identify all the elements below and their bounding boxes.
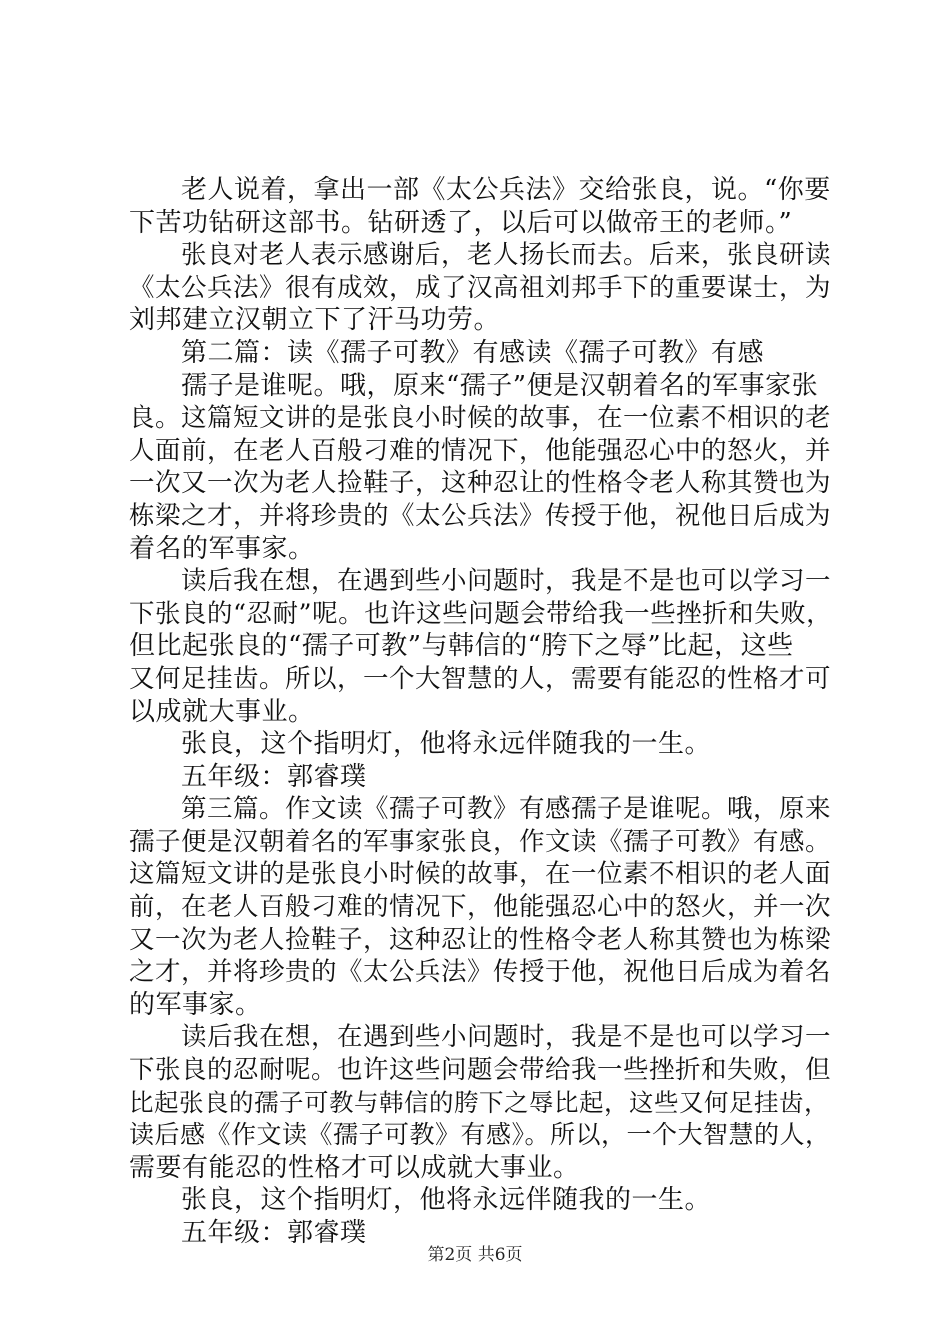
- text-line: 一次又一次为老人捡鞋子，这种忍让的性格令老人称其赞也为: [129, 468, 832, 499]
- section-heading: 第三篇。作文读《孺子可教》有感孺子是谁呢。哦，原来: [181, 794, 832, 825]
- text-line: 孺子便是汉朝着名的军事家张良，作文读《孺子可教》有感。: [129, 826, 832, 857]
- text-line: 这篇短文讲的是张良小时候的故事，在一位素不相识的老人面: [129, 859, 832, 890]
- text-line: 张良对老人表示感谢后，老人扬长而去。后来，张良研读: [181, 240, 832, 271]
- text-line: 但比起张良的“孺子可教”与韩信的“胯下之辱”比起，这些: [129, 631, 794, 662]
- text-line: 老人说着，拿出一部《太公兵法》交给张良，说。“你要: [181, 175, 831, 205]
- author-line: 五年级：郭睿璞: [181, 1218, 367, 1248]
- document-body: [129, 174, 841, 1250]
- text-line: 《太公兵法》很有成效，成了汉高祖刘邦手下的重要谋士，为: [129, 272, 832, 303]
- text-line: 下张良的忍耐呢。也许这些问题会带给我一些挫折和失败，但: [129, 1055, 832, 1086]
- author-line: 五年级：郭睿璞: [181, 761, 367, 792]
- text-line: 栋梁之才，并将珍贵的《太公兵法》传授于他，祝他日后成为: [129, 500, 832, 531]
- text-line: 良。这篇短文讲的是张良小时候的故事，在一位素不相识的老: [129, 403, 832, 434]
- text-line: 读后感《作文读《孺子可教》有感》。所以，一个大智慧的人，: [129, 1120, 831, 1150]
- text-line: 下张良的“忍耐”呢。也许这些问题会带给我一些挫折和失败，: [129, 598, 833, 629]
- page-number-footer: 第2页 共6页: [427, 1245, 523, 1265]
- text-line: 前，在老人百般刁难的情况下，他能强忍心中的怒火，并一次: [129, 892, 832, 923]
- text-line: 人面前，在老人百般刁难的情况下，他能强忍心中的怒火，并: [129, 435, 832, 466]
- section-heading: 第二篇：读《孺子可教》有感读《孺子可教》有感: [181, 337, 765, 368]
- text-line: 孺子是谁呢。哦，原来“孺子”便是汉朝着名的军事家张: [181, 370, 819, 401]
- text-line: 读后我在想，在遇到些小问题时，我是不是也可以学习一: [181, 566, 832, 597]
- text-line: 又何足挂齿。所以，一个大智慧的人，需要有能忍的性格才可: [129, 663, 832, 694]
- text-line: 张良，这个指明灯，他将永远伴随我的一生。: [181, 1185, 712, 1216]
- text-line: 张良，这个指明灯，他将永远伴随我的一生。: [181, 729, 712, 760]
- text-line: 下苦功钻研这部书。钻研透了，以后可以做帝王的老师。”: [129, 207, 793, 238]
- text-line: 又一次为老人捡鞋子，这种忍让的性格令老人称其赞也为栋梁: [129, 924, 832, 955]
- text-line: 刘邦建立汉朝立下了汗马功劳。: [129, 305, 501, 336]
- text-line: 比起张良的孺子可教与韩信的胯下之辱比起，这些又何足挂齿，: [129, 1087, 829, 1117]
- text-line: 着名的军事家。: [129, 533, 315, 564]
- text-line: 的军事家。: [129, 989, 262, 1020]
- text-line: 之才，并将珍贵的《太公兵法》传授于他，祝他日后成为着名: [129, 957, 832, 988]
- text-line: 读后我在想，在遇到些小问题时，我是不是也可以学习一: [181, 1022, 832, 1053]
- text-line: 需要有能忍的性格才可以成就大事业。: [129, 1152, 580, 1183]
- text-line: 以成就大事业。: [129, 696, 315, 727]
